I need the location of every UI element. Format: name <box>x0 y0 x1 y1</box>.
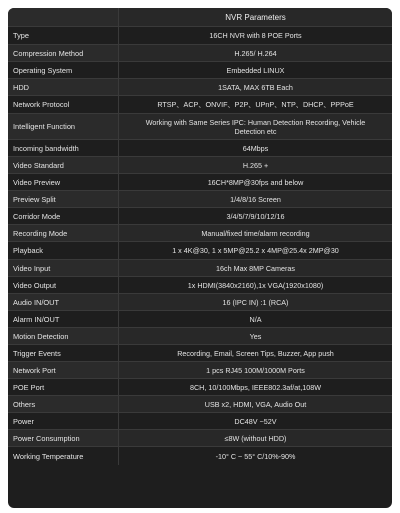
table-row <box>8 62 392 79</box>
row-label: Corridor Mode <box>8 208 119 224</box>
row-value: H.265 + <box>119 157 392 173</box>
row-label: Video Input <box>8 260 119 276</box>
row-label: Others <box>8 396 119 412</box>
table-header-row <box>8 8 392 27</box>
row-label: Recording Mode <box>8 225 119 241</box>
row-label: Compression Method <box>8 45 119 61</box>
row-value: ≤8W (without HDD) <box>119 430 392 446</box>
table-row <box>8 225 392 242</box>
row-label: Video Preview <box>8 174 119 190</box>
row-label: Operating System <box>8 62 119 78</box>
table-row <box>8 413 392 430</box>
row-value: 64Mbps <box>242 143 269 153</box>
row-label: Audio IN/OUT <box>8 294 119 310</box>
table-row <box>8 260 392 277</box>
table-row <box>8 79 392 96</box>
header-blank-cell <box>8 8 119 26</box>
row-label: Working Temperature <box>8 447 119 465</box>
row-value: 16ch Max 8MP Cameras <box>119 260 392 276</box>
table-row <box>8 328 392 345</box>
table-row <box>8 311 392 328</box>
table-row <box>8 140 392 157</box>
table-row <box>8 114 392 140</box>
table-row <box>8 447 392 465</box>
row-label: Video Output <box>8 277 119 293</box>
row-value: -10° C ~ 55° C/10%-90% <box>215 451 296 461</box>
row-label: Type <box>8 27 119 44</box>
row-label: Playback <box>8 242 119 259</box>
table-row <box>8 208 392 225</box>
row-value: DC48V ~52V <box>234 416 277 426</box>
row-value: H.265/ H.264 <box>119 45 392 61</box>
table-row <box>8 345 392 362</box>
row-value: Recording, Email, Screen Tips, Buzzer, App push <box>177 348 334 358</box>
row-label: Power Consumption <box>8 430 119 446</box>
row-value: Working with Same Series IPC: Human Detection Recording, Vehicle Detection etc <box>119 114 392 139</box>
table-row <box>8 294 392 311</box>
table-row <box>8 157 392 174</box>
row-value: 1x HDMI(3840x2160),1x VGA(1920x1080) <box>187 280 324 290</box>
table-row <box>8 396 392 413</box>
row-value: 1 pcs RJ45 100M/1000M Ports <box>119 362 392 378</box>
table-row <box>8 379 392 396</box>
table-row <box>8 174 392 191</box>
table-row <box>8 430 392 447</box>
row-value: N/A <box>249 314 262 324</box>
row-value: USB x2, HDMI, VGA, Audio Out <box>119 396 392 412</box>
table-row <box>8 362 392 379</box>
row-label: Network Protocol <box>8 96 119 113</box>
row-label: Network Port <box>8 362 119 378</box>
row-label: Alarm IN/OUT <box>8 311 119 327</box>
row-label: HDD <box>8 79 119 95</box>
row-value: Embedded LINUX <box>226 65 285 75</box>
table-row <box>8 27 392 45</box>
row-value: 16CH NVR with 8 POE Ports <box>209 31 302 40</box>
row-label: Preview Split <box>8 191 119 207</box>
row-label: Video Standard <box>8 157 119 173</box>
row-label: Trigger Events <box>8 345 119 361</box>
row-label: Power <box>8 413 119 429</box>
row-value: 1 x 4K@30, 1 x 5MP@25.2 x 4MP@25.4x 2MP@30 <box>172 246 339 255</box>
row-value: 8CH, 10/100Mbps, IEEE802.3af/at,108W <box>189 382 322 392</box>
row-label: POE Port <box>8 379 119 395</box>
table-row <box>8 242 392 260</box>
row-value: 16CH*8MP@30fps and below <box>207 177 304 187</box>
spec-table <box>8 8 392 508</box>
table-row <box>8 96 392 114</box>
row-value: RTSP、ACP、ONVIF、P2P、UPnP、NTP、DHCP、PPPoE <box>157 100 354 109</box>
row-value: Yes <box>119 328 392 344</box>
row-value: 3/4/5/7/9/10/12/16 <box>226 211 285 221</box>
table-row <box>8 45 392 62</box>
row-value: 1/4/8/16 Screen <box>119 191 392 207</box>
row-label: Intelligent Function <box>8 114 119 139</box>
row-value: 16 (IPC IN) :1 (RCA) <box>119 294 392 310</box>
row-value: 1SATA, MAX 6TB Each <box>119 79 392 95</box>
row-value: Manual/fixed time/alarm recording <box>119 225 392 241</box>
row-label: Incoming bandwidth <box>8 140 119 156</box>
table-title: NVR Parameters <box>119 8 392 26</box>
table-row <box>8 277 392 294</box>
row-label: Motion Detection <box>8 328 119 344</box>
table-row <box>8 191 392 208</box>
